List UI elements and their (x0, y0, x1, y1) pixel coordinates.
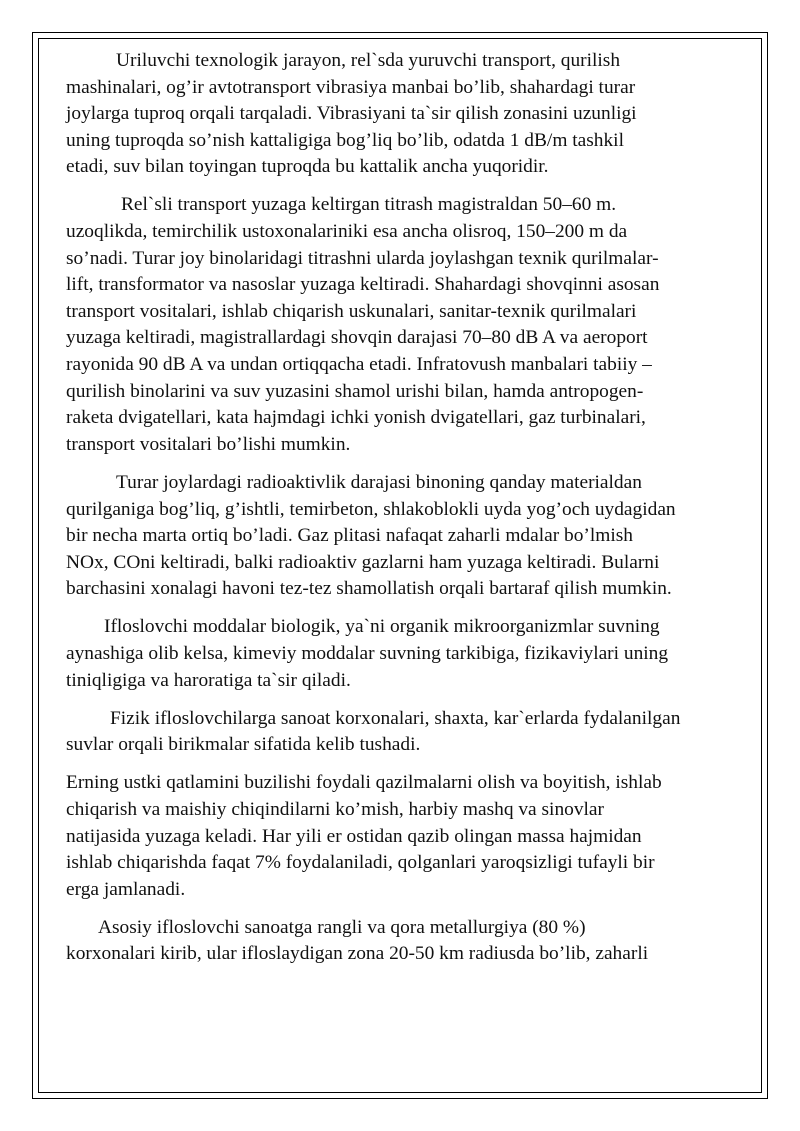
text-line: chiqarish va maishiy chiqindilarni ko’mish, harbiy mashq va sinovlar (66, 798, 604, 820)
text-line: rayonida 90 dB A va undan ortiqqacha etadi. Infratovush manbalari tabiiy – (66, 354, 652, 376)
text-line: natijasida yuzaga keladi. Har yili er ostidan qazib olingan massa hajmidan (66, 825, 642, 847)
paragraph-radioactivity (66, 470, 736, 603)
paragraph-metallurgy (66, 915, 736, 968)
text-line: aynashiga olib kelsa, kimeviy moddalar suvning tarkibiga, fizikaviylari uning (66, 642, 669, 664)
text-line: qurilish binolarini va suv yuzasini shamol urishi bilan, hamda antropogen- (66, 380, 644, 402)
paragraph-vibration (66, 48, 736, 181)
text-line: mashinalari, og’ir avtotransport vibrasiya manbai bo’lib, shahardagi turar (66, 76, 636, 98)
text-line: uzoqlikda, temirchilik ustoxonalariniki esa ancha olisroq, 150–200 m da (66, 221, 628, 243)
text-line: transport vositalari, ishlab chiqarish uskunalari, sanitar-texnik qurilmalari (66, 300, 637, 322)
text-line: transport vositalari bo’lishi mumkin. (66, 433, 351, 455)
text-line: suvlar orqali birikmalar sifatida kelib tushadi. (66, 734, 421, 756)
text-line: tiniqligiga va haroratiga ta`sir qiladi. (66, 669, 351, 691)
text-line: yuzaga keltiradi, magistrallardagi shovqin darajasi 70–80 dB A va aeroport (66, 327, 648, 349)
text-line: barchasini xonalagi havoni tez-tez shamollatish orqali bartaraf qilish mumkin. (66, 578, 672, 600)
paragraph-pollutants (66, 614, 736, 694)
text-line: Erning ustki qatlamini buzilishi foydali qazilmalarni olish va boyitish, ishlab (66, 772, 662, 794)
text-line: uning tuproqda so’nish kattaligiga bog’liq bo’lib, odatda 1 dB/m tashkil (66, 129, 624, 151)
text-line: Ifloslovchi moddalar biologik, ya`ni organik mikroorganizmlar suvning (104, 616, 660, 638)
paragraph-soil-damage (66, 770, 736, 903)
paragraph-transport-noise (66, 192, 736, 458)
text-line: qurilganiga bog’liq, g’ishtli, temirbeton, shlakoblokli uyda yog’och uydagidan (66, 498, 676, 520)
text-line: erga jamlanadi. (66, 878, 186, 900)
text-line: korxonalari kirib, ular ifloslaydigan zona 20-50 km radiusda bo’lib, zaharli (66, 943, 649, 965)
text-line: Uriluvchi texnologik jarayon, rel`sda yuruvchi transport, qurilish (116, 50, 621, 71)
text-line: ishlab chiqarishda faqat 7% foydalaniladi, qolganlari yaroqsizligi tufayli bir (66, 852, 655, 874)
text-line: so’nadi. Turar joy binolaridagi titrashni ularda joylashgan texnik qurilmalar- (66, 247, 659, 269)
text-line: Fizik ifloslovchilarga sanoat korxonalari, shaxta, kar`erlarda fydalanilgan (110, 707, 681, 729)
text-line: Turar joylardagi radioaktivlik darajasi binoning qanday materialdan (116, 471, 642, 493)
text-line: raketa dvigatellari, kata hajmdagi ichki yonish dvigatellari, gaz turbinalari, (66, 407, 646, 429)
text-line: Asosiy ifloslovchi sanoatga rangli va qora metallurgiya (80 %) (98, 916, 586, 938)
text-line: NOx, COni keltiradi, balki radioaktiv gazlarni ham yuzaga keltiradi. Bularni (66, 551, 660, 573)
document-body (66, 48, 736, 980)
text-line: joylarga tuproq orqali tarqaladi. Vibrasiyani ta`sir qilish zonasini uzunligi (66, 103, 637, 125)
text-line: lift, transformator va nasoslar yuzaga keltiradi. Shahardagi shovqinni asosan (66, 274, 660, 296)
text-line: bir necha marta ortiq bo’ladi. Gaz plitasi nafaqat zaharli mdalar bo’lmish (66, 525, 633, 547)
paragraph-physical-pollutants (66, 706, 736, 759)
text-line: Rel`sli transport yuzaga keltirgan titrash magistraldan 50–60 m. (121, 194, 617, 216)
text-line: etadi, suv bilan toyingan tuproqda bu kattalik ancha yuqoridir. (66, 156, 549, 178)
